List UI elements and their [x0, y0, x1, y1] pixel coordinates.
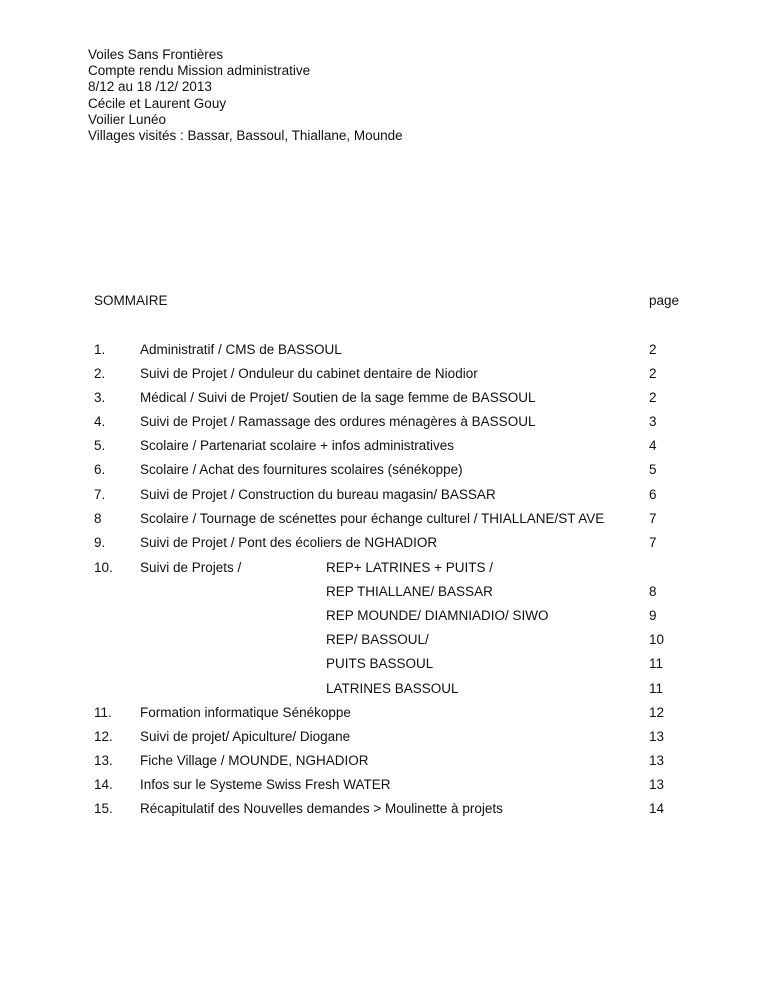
toc-entry-subtitle: REP MOUNDE/ DIAMNIADIO/ SIWO	[326, 608, 549, 623]
toc-entry-page: 10	[649, 632, 665, 647]
toc-entry-title: Administratif / CMS de BASSOUL	[140, 342, 342, 357]
toc-entry-number: 4.	[94, 414, 106, 429]
toc-entry	[0, 607, 768, 625]
toc-entry	[0, 631, 768, 649]
toc-entry-page: 2	[649, 366, 657, 381]
toc-entry-subtitle: REP THIALLANE/ BASSAR	[326, 584, 493, 599]
toc-entry-page: 11	[649, 681, 664, 696]
toc-entry-title: Formation informatique Sénékoppe	[140, 705, 351, 720]
toc-entry-title: Suivi de Projet / Onduleur du cabinet dentaire de Niodior	[140, 366, 478, 381]
toc-entry	[0, 437, 768, 455]
toc-entry-number: 14.	[94, 777, 113, 792]
toc-entry-number: 3.	[94, 390, 106, 405]
toc-entry-subtitle: REP/ BASSOUL/	[326, 632, 429, 647]
toc-entry	[0, 413, 768, 431]
header-line: Voilier Lunéo	[88, 111, 167, 127]
header-line: Cécile et Laurent Gouy	[88, 95, 227, 111]
toc-entry-number: 2.	[94, 366, 106, 381]
toc-entry	[0, 704, 768, 722]
toc-entry	[0, 341, 768, 359]
toc-entry-title: Suivi de projet/ Apiculture/ Diogane	[140, 729, 351, 744]
toc-entry-page: 13	[649, 777, 665, 792]
toc-entry-title: Fiche Village / MOUNDE, NGHADIOR	[140, 753, 369, 768]
toc-entry	[0, 655, 768, 673]
toc-entry-number: 15.	[94, 801, 113, 816]
toc-entry	[0, 680, 768, 698]
header-line: Villages visités : Bassar, Bassoul, Thiallane, Mounde	[88, 128, 403, 144]
toc-entry-page: 13	[649, 729, 665, 744]
toc-entry-subtitle: REP+ LATRINES + PUITS /	[326, 560, 494, 575]
toc-entry-title: Scolaire / Tournage de scénettes pour échange culturel / THIALLANE/ST AVE	[140, 511, 605, 526]
toc-entry-page: 7	[649, 535, 657, 550]
toc-entry	[0, 776, 768, 794]
toc-entry-title: Suivi de Projets /	[140, 560, 242, 575]
toc-entry	[0, 365, 768, 383]
toc-entry-title: Récapitulatif des Nouvelles demandes > Moulinette à projets	[140, 801, 503, 816]
toc-entry-page: 14	[649, 801, 665, 816]
toc-entry-title: Infos sur le Systeme Swiss Fresh WATER	[140, 777, 391, 792]
toc-entry-page: 11	[649, 656, 664, 671]
toc-entry-title: Suivi de Projet / Construction du bureau magasin/ BASSAR	[140, 487, 496, 502]
toc-entry-subtitle: LATRINES BASSOUL	[326, 681, 459, 696]
toc-entry	[0, 389, 768, 407]
toc-entry-number: 1.	[94, 342, 106, 357]
toc-entry	[0, 559, 768, 577]
toc-entry-page: 2	[649, 342, 657, 357]
toc-entry-page: 3	[649, 414, 657, 429]
toc-entry-subtitle: PUITS BASSOUL	[326, 656, 434, 671]
toc-entry-title: Suivi de Projet / Pont des écoliers de NGHADIOR	[140, 535, 438, 550]
toc-entry-page: 13	[649, 753, 665, 768]
toc-entry	[0, 510, 768, 528]
toc-entry	[0, 728, 768, 746]
toc-entry-number: 9.	[94, 535, 106, 550]
document-header	[88, 47, 403, 144]
toc-entry	[0, 583, 768, 601]
header-line: Compte rendu Mission administrative	[88, 63, 311, 79]
toc-entry-number: 10.	[94, 560, 113, 575]
toc-entry-page: 8	[649, 584, 657, 599]
toc-entry-number: 6.	[94, 462, 106, 477]
toc-entry-title: Scolaire / Achat des fournitures scolaires (sénékoppe)	[140, 462, 463, 477]
toc-entry-number: 12.	[94, 729, 113, 744]
toc-entry	[0, 534, 768, 552]
toc-entry-number: 7.	[94, 487, 106, 502]
toc-heading-row	[0, 292, 768, 310]
toc-entry-page: 12	[649, 705, 665, 720]
toc-heading: SOMMAIRE	[94, 293, 168, 308]
toc-entry-page: 4	[649, 438, 657, 453]
toc-entry-page: 2	[649, 390, 657, 405]
toc-entry-number: 13.	[94, 753, 113, 768]
toc-entry-title: Médical / Suivi de Projet/ Soutien de la sage femme de BASSOUL	[140, 390, 536, 405]
header-line: Voiles Sans Frontières	[88, 47, 224, 62]
toc-entry-page: 9	[649, 608, 657, 623]
toc-entry	[0, 461, 768, 479]
toc-entry-page: 7	[649, 511, 657, 526]
toc-entry-page: 5	[649, 462, 657, 477]
toc-entry	[0, 800, 768, 818]
toc-entry-number: 11.	[94, 705, 112, 720]
toc-entry-page: 6	[649, 487, 657, 502]
toc-entry	[0, 486, 768, 504]
toc-entry	[0, 752, 768, 770]
toc-page-heading: page	[649, 293, 680, 308]
toc-entry-title: Suivi de Projet / Ramassage des ordures ménagères à BASSOUL	[140, 414, 536, 429]
header-line: 8/12 au 18 /12/ 2013	[88, 79, 212, 95]
toc-entry-number: 5.	[94, 438, 106, 453]
toc-entry-title: Scolaire / Partenariat scolaire + infos administratives	[140, 438, 455, 453]
toc-entry-number: 8	[94, 511, 102, 526]
